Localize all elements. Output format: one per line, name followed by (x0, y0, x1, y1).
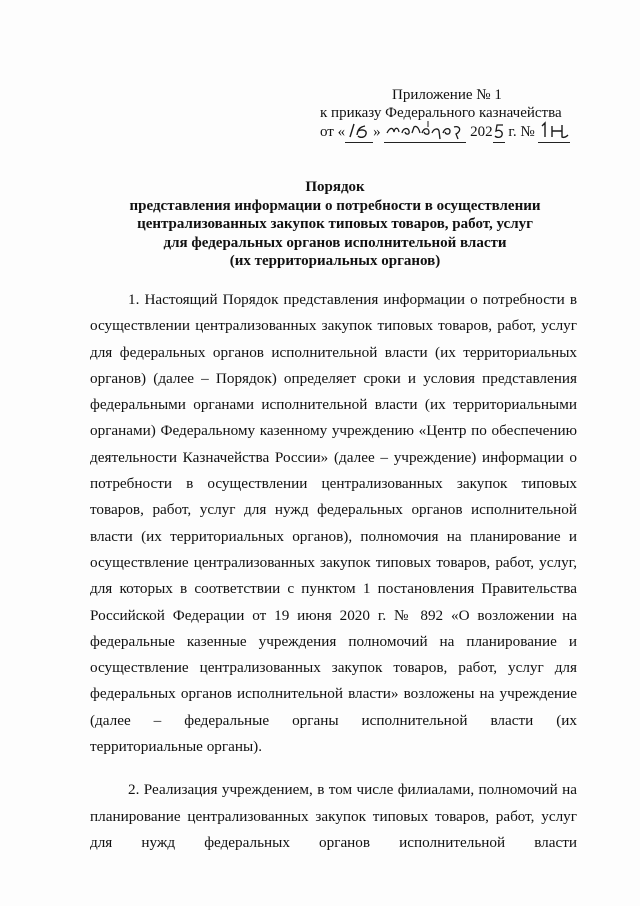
handwritten-number (538, 123, 570, 143)
date-prefix: от « (320, 124, 346, 140)
order-date-line (320, 123, 620, 143)
handwritten-month (384, 123, 466, 143)
title-line: (их территориальных органов) (229, 253, 441, 270)
appendix-label: Приложение № 1 (392, 87, 502, 103)
title-line: для федеральных органов исполнительной власти (163, 234, 507, 251)
order-reference: к приказу Федерального казначейства (320, 105, 562, 121)
day-close: » (373, 124, 381, 140)
number-label: г. № (508, 124, 535, 140)
title-line: представления информации о потребности в осуществлении (129, 197, 541, 214)
title-line: централизованных закупок типовых товаров, работ, услуг (137, 216, 533, 233)
year-prefix: 202 (470, 124, 493, 140)
document-body (90, 287, 577, 856)
document-title (60, 178, 610, 271)
paragraph-2: 2. Реализация учреждением, в том числе филиалами, полномочий на планирование централизованных закупок типовых товаров, работ, услуг для нужд федеральных органов исполнительной власти (90, 781, 577, 851)
title-line: Порядок (305, 179, 365, 195)
paragraph-1: 1. Настоящий Порядок представления информации о потребности в осуществлении централизованных закупок типовых товаров, работ, услуг для федеральных органов исполнительной власти (их территориальных органов) (далее – Порядок) определяет сроки и условия представления федеральными органами исполнительной власти (их территориальными органами) Федеральному казенному учреждению «Центр по обеспечению деятельности Казначейства России» (далее – учреждение) информации о потребности в осуществлении централизованных закупок типовых товаров, работ, услуг для нужд федеральных органов исполнительной власти (их территориальных органов), полномочия на планирование и осуществление централизованных закупок типовых товаров, работ, услуг, для которых в соответствии с пунктом 1 постановления Правительства Российской Федерации от 19 июня 2020 г. № 892 «О возложении на федеральные казенные учреждения полномочий на планирование и осуществление централизованных закупок товаров, работ, услуг для федеральных органов исполнительной власти» возложены на учреждение (далее – федеральные органы исполнительной власти (их территориальные органы). (90, 291, 577, 756)
handwritten-day (345, 123, 373, 143)
handwritten-year-digit (493, 123, 505, 143)
